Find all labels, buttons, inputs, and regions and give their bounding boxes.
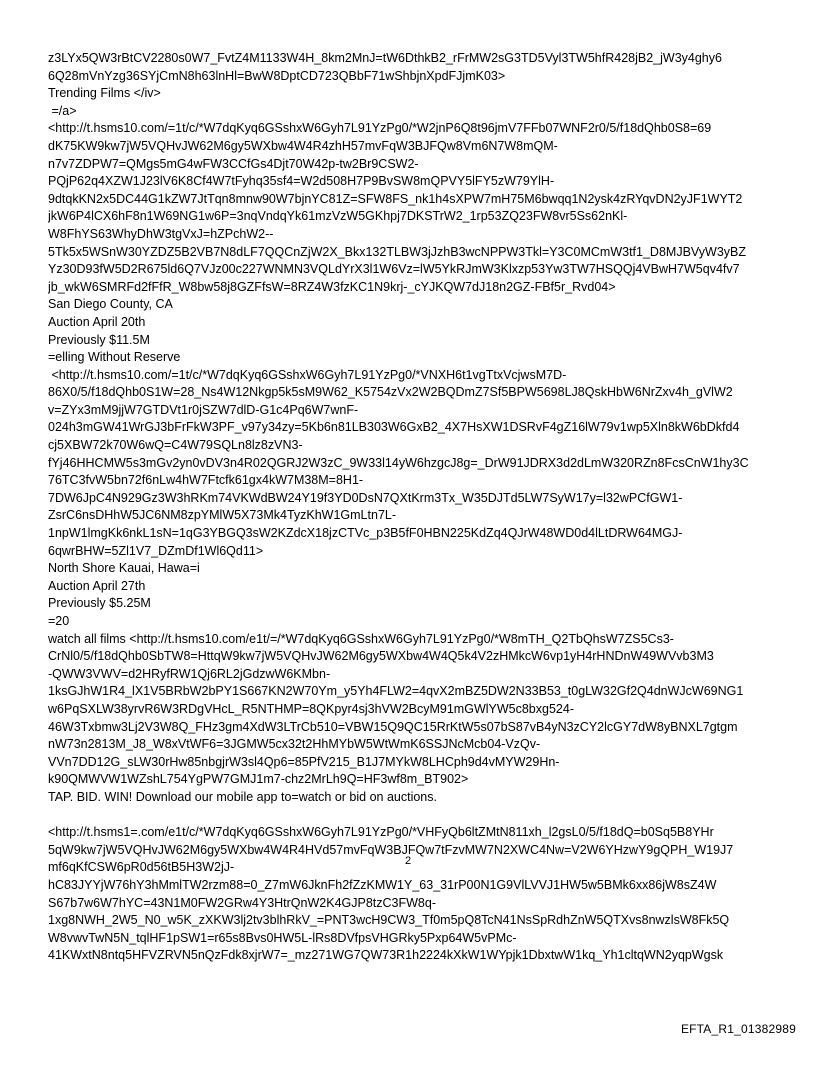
text-line: =elling Without Reserve [48, 350, 181, 365]
text-line: v=ZYx3mM9jjW7GTDVt1r0jSZW7dlD-G1c4Pq6W7wnF- [48, 402, 359, 417]
text-line: S67b7w6W7hYC=43N1M0FW2GRw4Y3HtrQnW2K4GJP8tzC3FW8q- [48, 895, 436, 910]
text-line: PQjP62q4XZW1J23lV6K8Cf4W7tFyhq35sf4=W2d508H7P9BvSW8mQPVY5lFY5zW79YlH- [48, 174, 555, 189]
text-line: CrNl0/5/f18dQhb0SbTW8=HttqW9kw7jW5VQHvJW62M6gy5WXbw4W4Q5k4V2zHMkcW6vp1yH4rHNDnW49WVvb3M3 [48, 649, 714, 664]
text-line: 7DW6JpC4N929Gz3W3hRKm74VKWdBW24Y19f3YD0DsN7QXtKrm3Tx_W35DJTd5LW7SyW17y=l32wPCfGW1- [48, 490, 683, 505]
text-line: 1xg8NWH_2W5_N0_w5K_zXKW3lj2tv3blhRkV_=PNT3wcH9CW3_Tf0m5pQ8TcN41NsSpRdhZnW5QTXvs8nwzlsW8Fk5Q [48, 913, 730, 928]
text-line: Previously $5.25M [48, 596, 151, 611]
text-line: =20 [48, 614, 70, 628]
text-line: dK75KW9kw7jW5VQHvJW62M6gy5WXbw4W4R4zhH57mvFqW3BJFQw8Vm6N7W8mQM- [48, 138, 558, 153]
text-line: VVn7DD12G_sLW30rHw85nbgjrW3sl4Qp6=85PfV215_B1J7MYkW8LHCph9d4vMYW29Hn- [48, 754, 560, 769]
text-line: 46W3Txbmw3Lj2V3W8Q_FHz3gm4XdW3LTrCb510=VBW15Q9QC15RrKtW5s07bS87vB4yN3zCY2lcGY7dW8yBNXL7gtgm [48, 719, 738, 734]
text-line: Auction April 20th [48, 314, 146, 329]
text-line: jkW6P4lCX6hF8n1W69NG1w6P=3nqVndqYk61mzVzW5GKhpj7DKSTrW2_1rp53ZQ23FW8vr5Ss62nKl- [48, 209, 628, 224]
text-line: W8FhYS63WhyDhW3tgVxJ=hZPchW2-- [48, 226, 274, 241]
text-line: -QWW3VWV=d2HRyfRW1Qj6RL2jGdzwW6KMbn- [48, 666, 331, 681]
text-line: <http://t.hsms10.com/=1t/c/*W7dqKyq6GSshxW6Gyh7L91YzPg0/*VNXH6t1vgTtxVcjwsM7D- [48, 367, 567, 382]
text-line: n7v7ZDPW7=QMgs5mG4wFW3CCfGs4Djt70W42p-tw2Br9CSW2- [48, 156, 419, 171]
bates-stamp: EFTA_R1_01382989 [680, 1022, 796, 1036]
page-number: 2 [404, 855, 412, 867]
text-line: TAP. BID. WIN! Download our mobile app to=watch or bid on auctions. [48, 789, 437, 804]
text-line: jb_wkW6SMRFd2fFfR_W8bw58j8GZFfsW=8RZ4W3fzKC1N9krj-_cYJKQW7dJ18n2GZ-FBf5r_Rvd04> [48, 279, 616, 294]
text-line: Trending Films </iv> [48, 86, 161, 101]
text-line: ZsrC6nsDHhW5JC6NM8zpYMlW5X73Mk4TyzKhW1GmLtn7L- [48, 508, 397, 523]
email-body-text [48, 50, 778, 965]
text-line: Yz30D93fW5D2R675ld6Q7VJz00c227WNMN3VQLdYrX3l1W6Vz=lW5YkRJmW3Klxzp53Yw3TW7HSQQj4VBwH7W5qv4fv7 [48, 262, 740, 277]
text-line: <http://t.hsms10.com/=1t/c/*W7dqKyq6GSshxW6Gyh7L91YzPg0/*W2jnP6Q8t96jmV7FFb07WNF2r0/5/f18dQhb0S8=69 [48, 121, 712, 136]
text-line: Auction April 27th [48, 578, 146, 593]
text-line: San Diego County, CA [48, 297, 173, 312]
text-line: 6Q28mVnYzg36SYjCmN8h63lnHl=BwW8DptCD723QBbF71wShbjnXpdFJjmK03> [48, 68, 506, 83]
text-line: 41KWxtN8ntq5HFVZRVN5nQzFdk8xjrW7=_mz271WG7QW73R1h2224kXkW1WYpjk1DbxtwW1kq_Yh1cltqWN2yqpWgsk [48, 948, 724, 963]
text-line: =/a> [48, 103, 77, 118]
text-line: k90QMWVW1WZshL754YgPW7GMJ1m7-chz2MrLh9Q=HF3wf8m_BT902> [48, 772, 469, 787]
text-line: nW73n2813M_J8_W8xVtWF6=3JGMW5cx32t2HhMYbW5WtWmK6SSJNcMcb04-VzQv- [48, 737, 541, 752]
text-line: hC83JYYjW76hY3hMmlTW2rzm88=0_Z7mW6JknFh2fZzKMW1Y_63_31rP00N1G9VlLVVJ1HW5w5BMk6xx86jW8sZ4W [48, 877, 717, 892]
text-line: 86X0/5/f18dQhb0S1W=28_Ns4W12Nkgp5k5sM9W62_K5754zVx2W2BQDmZ7Sf5BPW5698LJ8QskHbW6NrZxv4h_gVlW2 [48, 385, 733, 400]
text-line: w6PqSXLW38yrvR6W3RDgVHcL_R5NTHMP=8QKpyr4sj3hVW2BcyM91mGWlYW5c8bxg524- [48, 701, 574, 716]
text-line: Previously $11.5M [48, 332, 150, 347]
text-line: W8vwvTwN5N_tqlHF1pSW1=r65s8Bvs0HW5L-lRs8DVfpsVHGRky5Pxp64W5vPMc- [48, 930, 517, 945]
text-line: North Shore Kauai, Hawa=i [48, 561, 200, 576]
text-line: fYj46HHCMW5s3mGv2yn0vDV3n4R02QGRJ2W3zC_9W33l14yW6hzgcJ8g=_DrW91JDRX3d2dLmW320RZn8FcsCnW1hy3C [48, 455, 749, 470]
text-line: watch all films <http://t.hsms10.com/e1t/=/*W7dqKyq6GSshxW6Gyh7L91YzPg0/*W8mTH_Q2TbQhsW7ZS5Cs3- [48, 631, 674, 646]
text-line: 024h3mGW41WrGJ3bFrFkW3PF_v97y34zy=5Kb6n81LB303W6GxB2_4X7HsXW1DSRvF4gZ16lW79v1wp5Xln8kW6bDkfd4 [48, 420, 740, 435]
text-line: mf6qKfCSW6pR0d56tB5H3W2jJ- [48, 860, 235, 875]
text-line: 9dtqkKN2x5DC44G1kZW7JtTqn8mnw90W7bjnYC81Z=SFW8FS_nk1h4sXPW7mH75M6bwqq1N2ysk4zRYqvDN2yJF1WYT2 [48, 191, 743, 206]
text-line: 6qwrBHW=5Zl1V7_DZmDf1Wl6Qd11> [48, 543, 264, 558]
text-line: z3LYx5QW3rBtCV2280s0W7_FvtZ4M1133W4H_8km2MnJ=tW6DthkB2_rFrMW2sG3TD5Vyl3TW5hfR428jB2_jW3y4ghy6 [48, 51, 722, 65]
text-line: <http://t.hsms1=.com/e1t/c/*W7dqKyq6GSshxW6Gyh7L91YzPg0/*VHFyQb6ltZMtN811xh_l2gsL0/5/f18dQ=b0Sq5B8YHr [48, 825, 714, 840]
text-line: 1ksGJhW1R4_lX1V5BRbW2bPY1S667KN2W70Ym_y5Yh4FLW2=4qvX2mBZ5DW2N33B53_t0gLW32Gf2Q4dnWJcW69NG1 [48, 684, 744, 699]
text-line [48, 807, 778, 825]
text-line: 1npW1lmgKk6nkL1sN=1qG3YBGQ3sW2KZdcX18jzCTVc_p3B5fF0HBN225KdZq4QJrW48WD0d4lLtDRW64MGJ- [48, 526, 683, 541]
text-line: 5Tk5x5WSnW30YZDZ5B2VB7N8dLF7QQCnZjW2X_Bkx132TLBW3jJzhB3wcNPPW3Tkl=Y3C0MCmW3tf1_D8MJBVyW3yBZ [48, 244, 747, 259]
text-line: 76TC3fvW5bn72f6nLw4hW7Ftcfk61gx4kW7M38M=8H1- [48, 473, 364, 488]
text-line: 5qW9kw7jW5VQHvJW62M6gy5WXbw4W4R4HVd57mvFqW3BJFQw7tFzvMW7N2XWC4Nw=V2W6YHzwY9gQPH_W19J7 [48, 842, 734, 857]
text-line: cj5XBW72k70W6wQ=C4W79SQLn8lz8zVN3- [48, 438, 303, 453]
